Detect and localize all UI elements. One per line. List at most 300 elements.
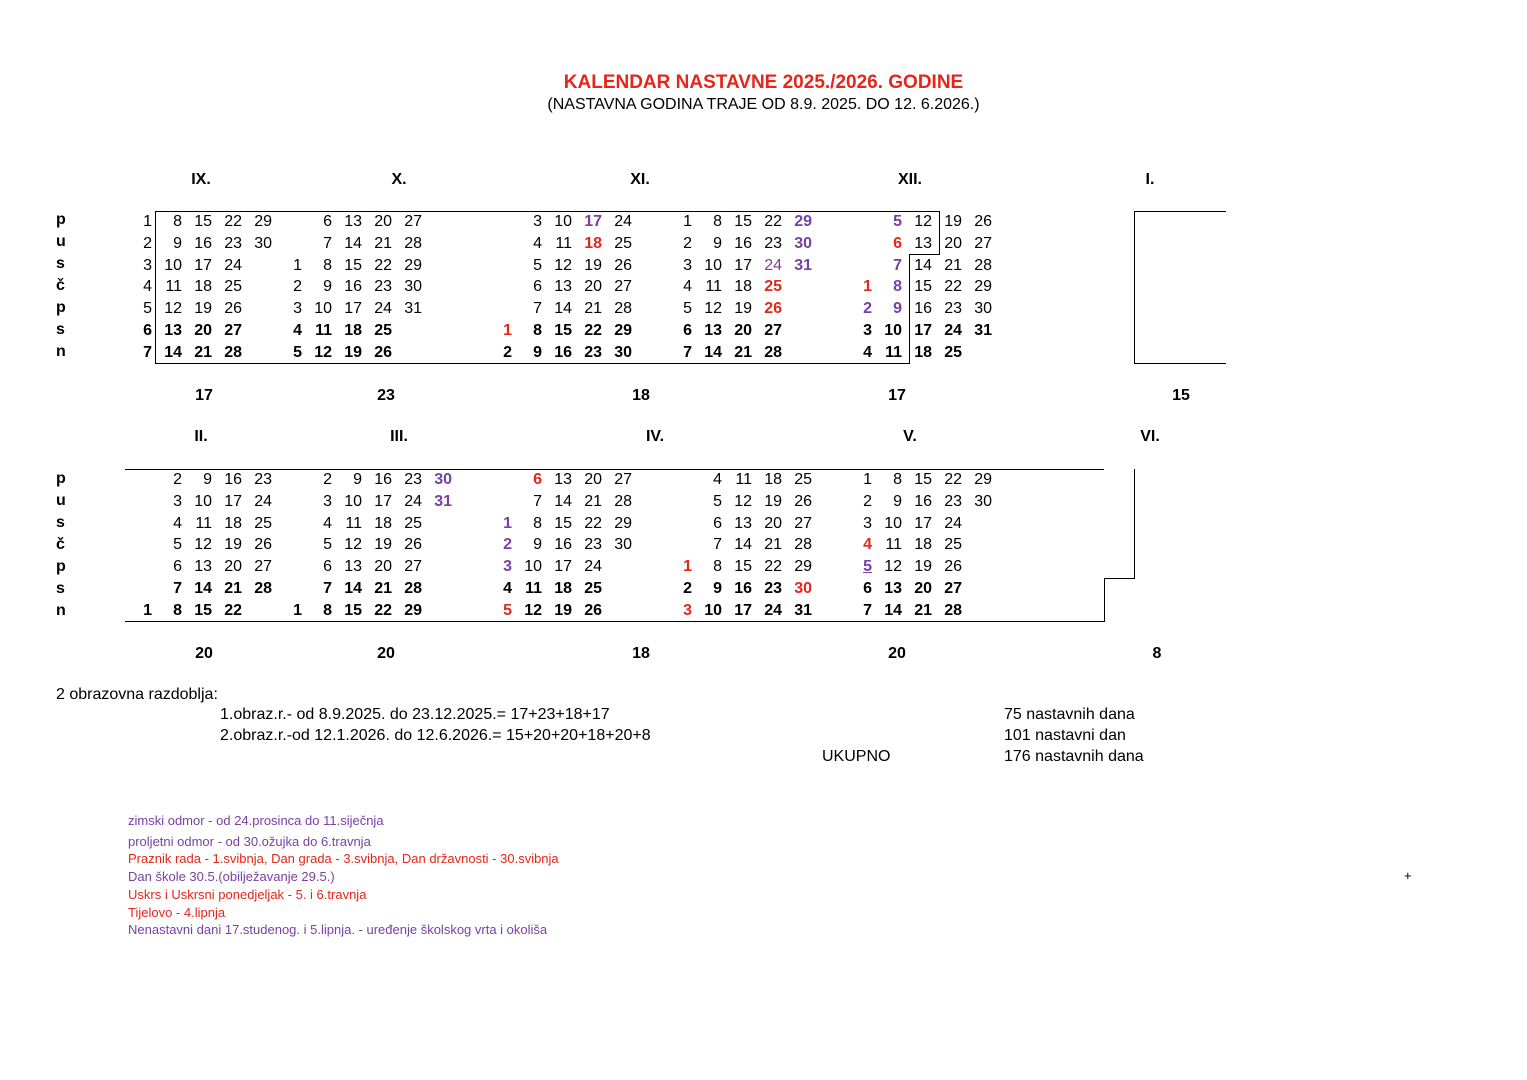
- day-cell: 21: [374, 580, 392, 597]
- legend-easter: Uskrs i Uskrsni ponedjeljak - 5. i 6.travnja: [128, 887, 367, 902]
- day-cell: 16: [734, 580, 752, 597]
- day-cell: 12: [914, 213, 932, 230]
- day-cell: 18: [194, 278, 212, 296]
- day-cell: 19: [944, 213, 962, 230]
- day-cell: 27: [254, 558, 272, 576]
- day-cell: 2: [863, 492, 872, 510]
- day-cell: 15: [734, 213, 752, 230]
- month-count-ii: 20: [195, 645, 213, 662]
- day-cell: 13: [194, 558, 212, 576]
- period-border: [1104, 578, 1135, 579]
- day-cell: 21: [944, 256, 962, 274]
- day-cell: 20: [374, 213, 392, 230]
- day-cell: 1: [503, 514, 512, 532]
- day-cell: 8: [713, 213, 722, 230]
- day-cell: 4: [863, 343, 872, 361]
- day-cell: 6: [713, 514, 722, 532]
- period-border: [1104, 578, 1105, 622]
- day-cell: 12: [524, 601, 542, 619]
- day-cell: 30: [974, 492, 992, 510]
- day-cell: 5: [173, 536, 182, 554]
- day-cell: 1: [863, 471, 872, 488]
- day-cell: 18: [764, 471, 782, 488]
- day-cell: 25: [254, 514, 272, 532]
- day-cell: 29: [794, 558, 812, 576]
- day-cell: 31: [974, 322, 992, 339]
- day-cell: 17: [584, 213, 602, 230]
- day-cell: 6: [533, 278, 542, 296]
- day-cell: 27: [614, 471, 632, 488]
- day-cell: 5: [533, 256, 542, 274]
- day-cell: 26: [584, 601, 602, 619]
- day-cell: 1: [143, 601, 152, 619]
- period-border: [939, 211, 940, 255]
- summary-days-1: 75 nastavnih dana: [1004, 706, 1135, 723]
- day-label: s: [56, 580, 65, 597]
- period-border: [909, 254, 910, 364]
- day-cell: 17: [224, 492, 242, 510]
- day-cell: 8: [533, 322, 542, 339]
- day-cell: 7: [863, 601, 872, 619]
- day-cell: 16: [914, 492, 932, 510]
- day-cell: 11: [735, 471, 752, 488]
- month-count-ix: 17: [195, 387, 213, 404]
- day-cell: 18: [914, 536, 932, 554]
- day-cell: 5: [293, 343, 302, 361]
- month-count-i: 15: [1172, 387, 1190, 404]
- day-cell: 16: [554, 536, 572, 554]
- day-cell: 28: [254, 580, 272, 597]
- day-cell: 13: [164, 322, 182, 339]
- day-cell: 6: [863, 580, 872, 597]
- day-cell: 24: [224, 256, 242, 274]
- day-cell: 25: [374, 322, 392, 339]
- day-cell: 7: [893, 256, 902, 274]
- day-cell: 8: [893, 278, 902, 296]
- day-cell: 19: [764, 492, 782, 510]
- day-cell: 29: [794, 213, 812, 230]
- day-cell: 1: [683, 558, 692, 576]
- day-cell: 7: [323, 580, 332, 597]
- day-cell: 19: [734, 300, 752, 318]
- day-cell: 17: [194, 256, 212, 274]
- day-cell: 12: [164, 300, 182, 318]
- day-cell: 1: [863, 278, 872, 296]
- month-header-iv: IV.: [645, 428, 665, 445]
- day-cell: 28: [614, 492, 632, 510]
- day-cell: 4: [713, 471, 722, 488]
- day-cell: 14: [344, 580, 362, 597]
- day-cell: 27: [974, 234, 992, 252]
- day-cell: 17: [554, 558, 572, 576]
- day-cell: 12: [884, 558, 902, 576]
- day-cell: 2: [863, 300, 872, 318]
- day-cell: 5: [503, 601, 512, 619]
- day-cell: 8: [893, 471, 902, 488]
- day-cell: 22: [944, 278, 962, 296]
- day-cell: 29: [614, 514, 632, 532]
- day-cell: 24: [404, 492, 422, 510]
- day-cell: 29: [404, 601, 422, 619]
- day-cell: 31: [794, 601, 812, 619]
- day-cell: 21: [734, 343, 752, 361]
- month-header-xi: XI.: [630, 171, 650, 188]
- legend-spring-break: proljetni odmor - od 30.ožujka do 6.travnja: [128, 834, 371, 849]
- day-cell: 22: [374, 601, 392, 619]
- day-cell: 4: [143, 278, 152, 296]
- day-cell: 14: [914, 256, 932, 274]
- day-cell: 5: [143, 300, 152, 318]
- day-cell: 1: [503, 322, 512, 339]
- day-cell: 23: [584, 536, 602, 554]
- day-cell: 26: [254, 536, 272, 554]
- day-cell: 13: [344, 213, 362, 230]
- month-count-v: 20: [888, 645, 906, 662]
- day-cell: 8: [533, 514, 542, 532]
- day-cell: 16: [734, 234, 752, 252]
- period-border: [1134, 363, 1226, 364]
- day-cell: 26: [944, 558, 962, 576]
- legend-school-day: Dan škole 30.5.(obilježavanje 29.5.): [128, 869, 335, 884]
- month-header-ix: IX.: [191, 171, 211, 188]
- day-cell: 9: [893, 300, 902, 318]
- day-cell: 19: [194, 300, 212, 318]
- day-cell: 3: [683, 601, 692, 619]
- day-cell: 19: [554, 601, 572, 619]
- summary-days-total: 176 nastavnih dana: [1004, 748, 1144, 765]
- day-cell: 3: [143, 256, 152, 274]
- day-cell: 17: [914, 514, 932, 532]
- plus-mark: +: [1404, 868, 1412, 883]
- day-cell: 5: [683, 300, 692, 318]
- day-label: u: [56, 233, 66, 250]
- day-cell: 9: [203, 471, 212, 488]
- period-border: [1134, 469, 1135, 579]
- day-cell: 16: [224, 471, 242, 488]
- day-cell: 28: [614, 300, 632, 318]
- day-cell: 24: [374, 300, 392, 318]
- day-cell: 10: [314, 300, 332, 318]
- day-cell: 30: [794, 234, 812, 252]
- day-cell: 22: [764, 558, 782, 576]
- day-cell: 30: [614, 343, 632, 361]
- day-cell: 23: [584, 343, 602, 361]
- day-cell: 15: [914, 278, 932, 296]
- day-cell: 5: [323, 536, 332, 554]
- day-cell: 6: [323, 558, 332, 576]
- period-border: [155, 211, 156, 364]
- day-cell: 23: [944, 300, 962, 318]
- day-cell: 24: [764, 256, 782, 274]
- day-cell: 11: [885, 343, 902, 361]
- day-cell: 23: [944, 492, 962, 510]
- day-cell: 28: [224, 343, 242, 361]
- month-header-v: V.: [903, 428, 917, 445]
- day-cell: 12: [344, 536, 362, 554]
- month-count-iii: 20: [377, 645, 395, 662]
- day-cell: 17: [734, 601, 752, 619]
- day-cell: 2: [323, 471, 332, 488]
- day-cell: 16: [344, 278, 362, 296]
- day-cell: 20: [734, 322, 752, 339]
- day-cell: 19: [584, 256, 602, 274]
- day-cell: 27: [224, 322, 242, 339]
- day-cell: 24: [944, 322, 962, 339]
- day-cell: 6: [173, 558, 182, 576]
- day-cell: 29: [614, 322, 632, 339]
- day-cell: 24: [614, 213, 632, 230]
- day-cell: 25: [584, 580, 602, 597]
- day-cell: 11: [315, 322, 332, 339]
- day-cell: 3: [683, 256, 692, 274]
- day-cell: 13: [554, 278, 572, 296]
- day-cell: 17: [374, 492, 392, 510]
- day-cell: 25: [764, 278, 782, 296]
- day-cell: 19: [914, 558, 932, 576]
- day-label: s: [56, 514, 65, 531]
- day-cell: 24: [764, 601, 782, 619]
- day-cell: 12: [734, 492, 752, 510]
- day-cell: 7: [173, 580, 182, 597]
- month-header-xii: XII.: [897, 171, 922, 188]
- day-cell: 7: [323, 234, 332, 252]
- day-cell: 27: [404, 213, 422, 230]
- day-cell: 15: [344, 256, 362, 274]
- day-cell: 7: [533, 492, 542, 510]
- period-border: [125, 469, 1104, 470]
- day-cell: 22: [224, 213, 242, 230]
- day-cell: 2: [683, 580, 692, 597]
- day-label: s: [56, 255, 65, 272]
- day-cell: 8: [713, 558, 722, 576]
- day-cell: 10: [344, 492, 362, 510]
- day-cell: 25: [794, 471, 812, 488]
- day-cell: 14: [194, 580, 212, 597]
- day-cell: 25: [404, 514, 422, 532]
- day-cell: 21: [764, 536, 782, 554]
- day-cell: 12: [704, 300, 722, 318]
- month-header-iii: III.: [390, 428, 408, 445]
- month-count-x: 23: [377, 387, 395, 404]
- legend-corpus-christi: Tijelovo - 4.lipnja: [128, 905, 226, 920]
- day-cell: 17: [734, 256, 752, 274]
- day-cell: 24: [944, 514, 962, 532]
- day-cell: 31: [794, 256, 812, 274]
- day-cell: 11: [165, 278, 182, 296]
- day-cell: 22: [584, 322, 602, 339]
- day-cell: 13: [704, 322, 722, 339]
- day-cell: 18: [374, 514, 392, 532]
- day-cell: 14: [704, 343, 722, 361]
- day-cell: 29: [974, 278, 992, 296]
- day-cell: 22: [764, 213, 782, 230]
- day-cell: 3: [323, 492, 332, 510]
- day-cell: 16: [374, 471, 392, 488]
- day-cell: 11: [885, 536, 902, 554]
- legend-holidays: Praznik rada - 1.svibnja, Dan grada - 3.svibnja, Dan državnosti - 30.svibnja: [128, 851, 559, 866]
- day-cell: 8: [173, 213, 182, 230]
- day-cell: 26: [404, 536, 422, 554]
- day-cell: 1: [683, 213, 692, 230]
- day-cell: 28: [794, 536, 812, 554]
- day-cell: 13: [734, 514, 752, 532]
- day-cell: 7: [533, 300, 542, 318]
- day-cell: 10: [524, 558, 542, 576]
- day-cell: 27: [944, 580, 962, 597]
- day-cell: 15: [344, 601, 362, 619]
- day-cell: 2: [683, 234, 692, 252]
- day-cell: 28: [404, 234, 422, 252]
- day-cell: 10: [164, 256, 182, 274]
- month-count-xi: 18: [632, 387, 650, 404]
- day-label: č: [56, 536, 65, 553]
- day-cell: 9: [533, 536, 542, 554]
- summary-period-1: 1.obraz.r.- od 8.9.2025. do 23.12.2025.= 17+23+18+17: [220, 706, 610, 723]
- day-cell: 23: [254, 471, 272, 488]
- day-label: n: [56, 602, 66, 619]
- day-cell: 2: [293, 278, 302, 296]
- day-cell: 27: [614, 278, 632, 296]
- day-cell: 15: [194, 213, 212, 230]
- day-label: n: [56, 343, 66, 360]
- day-cell: 25: [614, 234, 632, 252]
- day-cell: 18: [224, 514, 242, 532]
- day-cell: 30: [434, 471, 452, 488]
- day-cell: 14: [554, 300, 572, 318]
- page-subtitle: (NASTAVNA GODINA TRAJE OD 8.9. 2025. DO 12. 6.2026.): [547, 96, 980, 113]
- day-cell: 23: [374, 278, 392, 296]
- day-cell: 12: [314, 343, 332, 361]
- day-cell: 10: [884, 322, 902, 339]
- summary-heading: 2 obrazovna razdoblja:: [56, 686, 218, 703]
- day-cell: 11: [195, 514, 212, 532]
- day-cell: 14: [554, 492, 572, 510]
- day-label: u: [56, 492, 66, 509]
- day-cell: 4: [503, 580, 512, 597]
- day-label: č: [56, 277, 65, 294]
- day-cell: 18: [554, 580, 572, 597]
- page-title: KALENDAR NASTAVNE 2025./2026. GODINE: [563, 72, 964, 93]
- day-cell: 13: [554, 471, 572, 488]
- day-cell: 17: [344, 300, 362, 318]
- day-cell: 26: [974, 213, 992, 230]
- day-cell: 4: [683, 278, 692, 296]
- day-label: p: [56, 299, 66, 316]
- day-cell: 20: [914, 580, 932, 597]
- day-cell: 3: [503, 558, 512, 576]
- day-cell: 21: [914, 601, 932, 619]
- day-cell: 27: [794, 514, 812, 532]
- day-cell: 3: [293, 300, 302, 318]
- day-cell: 25: [224, 278, 242, 296]
- day-cell: 25: [944, 343, 962, 361]
- day-cell: 28: [944, 601, 962, 619]
- day-cell: 14: [164, 343, 182, 361]
- day-label: p: [56, 558, 66, 575]
- day-cell: 4: [863, 536, 872, 554]
- day-cell: 31: [434, 492, 452, 510]
- day-cell: 3: [173, 492, 182, 510]
- day-cell: 7: [713, 536, 722, 554]
- day-cell: 30: [404, 278, 422, 296]
- day-cell: 19: [344, 343, 362, 361]
- legend-non-teaching-days: Nenastavni dani 17.studenog. i 5.lipnja. - uređenje školskog vrta i okoliša: [128, 922, 548, 937]
- day-cell: 29: [974, 471, 992, 488]
- day-label: s: [56, 321, 65, 338]
- day-cell: 9: [713, 580, 722, 597]
- day-cell: 15: [194, 601, 212, 619]
- day-cell: 4: [173, 514, 182, 532]
- day-cell: 22: [944, 471, 962, 488]
- day-cell: 1: [293, 256, 302, 274]
- day-label: p: [56, 211, 66, 228]
- day-cell: 11: [555, 234, 572, 252]
- day-cell: 21: [584, 300, 602, 318]
- day-cell: 23: [764, 234, 782, 252]
- day-cell: 13: [884, 580, 902, 597]
- day-cell: 2: [503, 536, 512, 554]
- day-cell: 16: [554, 343, 572, 361]
- day-cell: 3: [863, 514, 872, 532]
- day-cell: 2: [503, 343, 512, 361]
- day-cell: 26: [614, 256, 632, 274]
- day-cell: 9: [173, 234, 182, 252]
- legend-winter-break: zimski odmor - od 24.prosinca do 11.siječnja: [128, 813, 384, 828]
- day-cell: 10: [704, 256, 722, 274]
- month-header-i: I.: [1145, 171, 1155, 188]
- day-label: p: [56, 470, 66, 487]
- day-cell: 12: [194, 536, 212, 554]
- day-cell: 29: [404, 256, 422, 274]
- day-cell: 8: [173, 601, 182, 619]
- period-border: [909, 254, 940, 255]
- month-header-ii: II.: [194, 428, 208, 445]
- day-cell: 9: [353, 471, 362, 488]
- day-cell: 5: [713, 492, 722, 510]
- day-cell: 2: [173, 471, 182, 488]
- day-cell: 10: [554, 213, 572, 230]
- day-cell: 31: [404, 300, 422, 318]
- day-cell: 20: [224, 558, 242, 576]
- day-cell: 29: [254, 213, 272, 230]
- day-cell: 1: [293, 601, 302, 619]
- day-cell: 19: [224, 536, 242, 554]
- day-cell: 14: [734, 536, 752, 554]
- day-cell: 28: [404, 580, 422, 597]
- day-cell: 6: [323, 213, 332, 230]
- day-cell: 6: [893, 234, 902, 252]
- day-cell: 7: [143, 343, 152, 361]
- day-cell: 30: [254, 234, 272, 252]
- day-cell: 21: [374, 234, 392, 252]
- day-cell: 14: [884, 601, 902, 619]
- day-cell: 11: [345, 514, 362, 532]
- day-cell: 16: [194, 234, 212, 252]
- day-cell: 6: [533, 471, 542, 488]
- day-cell: 1: [143, 213, 152, 230]
- day-cell: 23: [404, 471, 422, 488]
- day-cell: 21: [584, 492, 602, 510]
- day-cell: 20: [764, 514, 782, 532]
- day-cell: 23: [224, 234, 242, 252]
- summary-period-2: 2.obraz.r.-od 12.1.2026. do 12.6.2026.= 15+20+20+18+20+8: [220, 727, 651, 744]
- day-cell: 19: [374, 536, 392, 554]
- day-cell: 12: [554, 256, 572, 274]
- period-border: [1134, 211, 1226, 212]
- day-cell: 15: [554, 514, 572, 532]
- day-cell: 9: [893, 492, 902, 510]
- day-cell: 4: [533, 234, 542, 252]
